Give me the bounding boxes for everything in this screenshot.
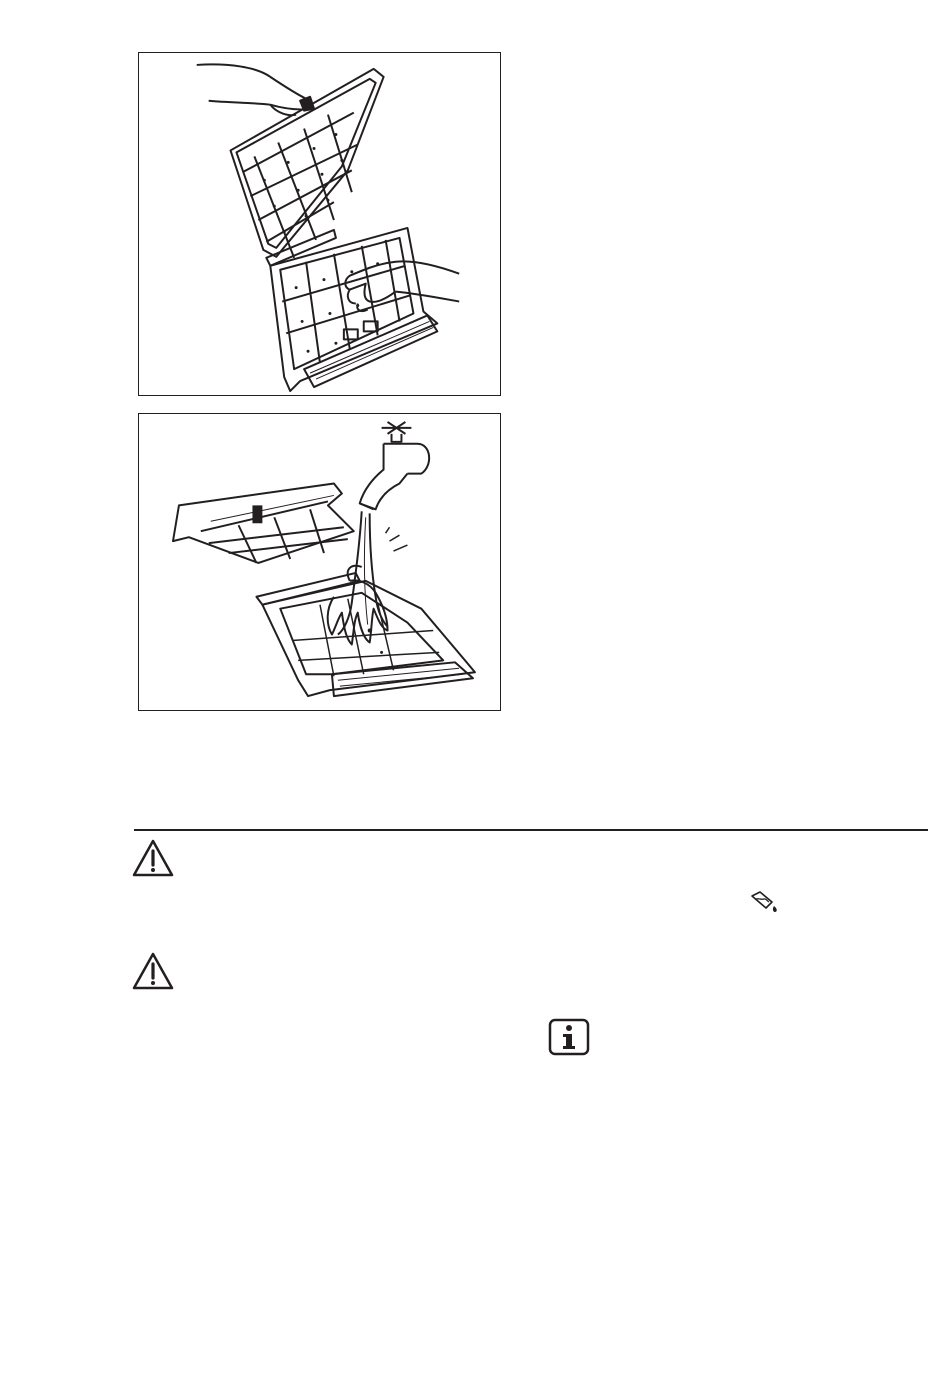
section-divider	[134, 829, 928, 831]
water-container-drain-icon	[748, 890, 782, 914]
filter-under-tap-illustration	[139, 414, 500, 710]
warning-triangle-icon	[131, 951, 175, 991]
warning-triangle-icon	[131, 838, 175, 878]
info-i-icon	[548, 1018, 590, 1056]
filter-rinse-figure	[138, 413, 501, 711]
filter-hands-opening-illustration	[139, 53, 500, 395]
filter-open-figure	[138, 52, 501, 396]
